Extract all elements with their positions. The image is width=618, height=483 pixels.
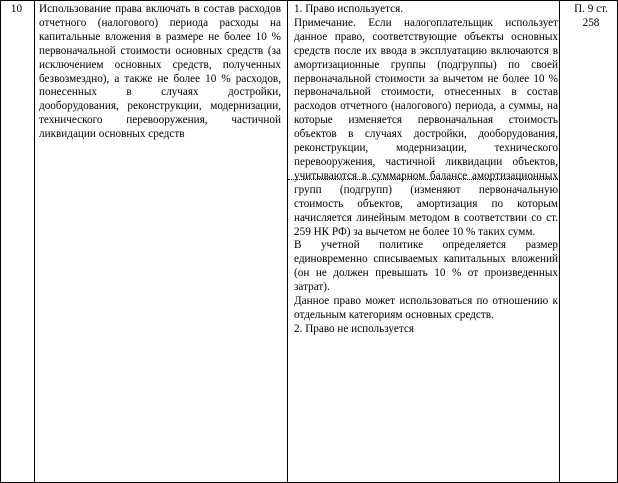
row-description [39, 3, 281, 142]
column-divider [559, 0, 560, 483]
row-notes [294, 3, 558, 337]
row-reference: П. 9 ст. 258 [574, 3, 608, 29]
note-paragraph: Примечание. Если налогоплательщик использует данное право, соответствующие объекты основных средств после их ввода в эксплуатацию включаются в амортизационные группы (подгруппы) по своей первоначальной стоимости за вычетом не более 10 % первоначальной стоимости, отнесенных в состав расходов отчетного (налогового) периода, а суммы, на которые изменяется первоначальная стоимость объектов в случаях достройки, дооборудования, реконструкции, модернизации, технического перевооружения, частичной ликвидации объектов, учитываются в суммарном балансе амортизационных групп (подгрупп) (изменяют первоначальную стоимость объектов, амортизация по которым начисляется линейным методом в соответствии со ст. 259 НК РФ) за вычетом не более 10 % таких сумм. [294, 16, 558, 238]
column-divider [34, 0, 35, 483]
note-paragraph: 2. Право не используется [294, 322, 414, 335]
column-divider [287, 0, 288, 483]
note-paragraph: 1. Право используется. [294, 3, 404, 15]
row-number: 10 [10, 3, 23, 15]
note-paragraph: Данное право может использоваться по отношению к отдельным категориям основных средств. [294, 295, 558, 321]
note-paragraph: В учетной политике определяется размер единовременно списываемых капитальных вложений (он не должен превышать 10 % от произведенных затрат). [294, 239, 558, 294]
description-text: Использование права включать в состав расходов отчетного (налогового) периода расходы на капитальные вложения в размере не более 10 % первоначальной стоимости основных средств (за исключением основных средств, полученных безвозмездно), а также не более 10 % расходов, понесенных в случаях достройки, дооборудования, реконструкции, модернизации, технического перевооружения, частичной ликвидации основных средств [39, 3, 281, 141]
